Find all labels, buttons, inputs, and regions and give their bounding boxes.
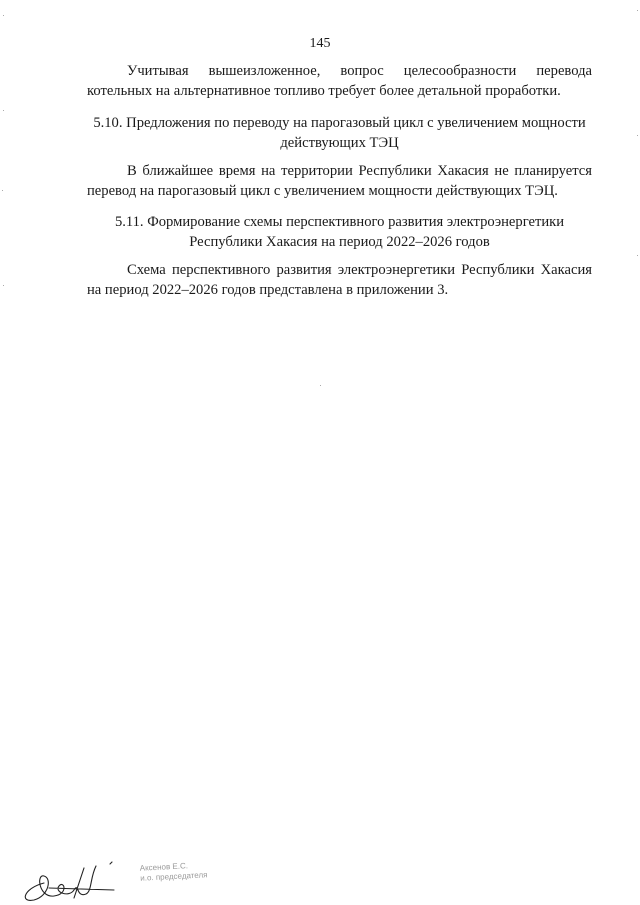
scan-speck bbox=[320, 385, 321, 386]
scan-speck bbox=[3, 110, 4, 111]
signature-icon bbox=[14, 858, 124, 903]
heading-5-10-line-1: 5.10. Предложения по переводу на парогазовый цикл с увеличением мощности bbox=[93, 115, 586, 131]
paragraph-5-11 bbox=[87, 260, 592, 300]
paragraph-5-10 bbox=[87, 161, 592, 201]
scan-speck bbox=[637, 10, 638, 11]
heading-5-10-line-2: действующих ТЭЦ bbox=[280, 135, 399, 151]
heading-5-11-line-1: 5.11. Формирование схемы перспективного развития электроэнергетики bbox=[114, 214, 565, 230]
scan-speck bbox=[637, 135, 638, 136]
scan-speck bbox=[3, 285, 4, 286]
paragraph-1-text: Учитывая вышеизложенное, вопрос целесообразности перевода котельных на альтернативное топливо требует более детальной проработки. bbox=[87, 63, 592, 99]
section-heading-5-11 bbox=[87, 212, 592, 252]
section-heading-5-10 bbox=[87, 113, 592, 153]
paragraph-5-10-text: В ближайшее время на территории Республики Хакасия не планируется перевод на парогазовый цикл с увеличением мощности действующих ТЭЦ. bbox=[87, 163, 592, 199]
stamp bbox=[140, 860, 208, 883]
stamp-line-1: Аксенов Е.С. bbox=[139, 861, 189, 873]
paragraph-5-11-text: Схема перспективного развития электроэнергетики Республики Хакасия на период 2022–2026 годов представлена в приложении 3. bbox=[87, 262, 592, 298]
heading-5-11-line-2: Республики Хакасия на период 2022–2026 годов bbox=[189, 234, 490, 250]
stamp-line-2: и.о. председателя bbox=[140, 870, 208, 883]
page-number: 145 bbox=[309, 36, 331, 51]
scan-speck bbox=[637, 255, 638, 256]
paragraph-conclusion bbox=[87, 61, 592, 101]
scan-speck bbox=[3, 15, 4, 16]
scan-speck bbox=[2, 190, 3, 191]
